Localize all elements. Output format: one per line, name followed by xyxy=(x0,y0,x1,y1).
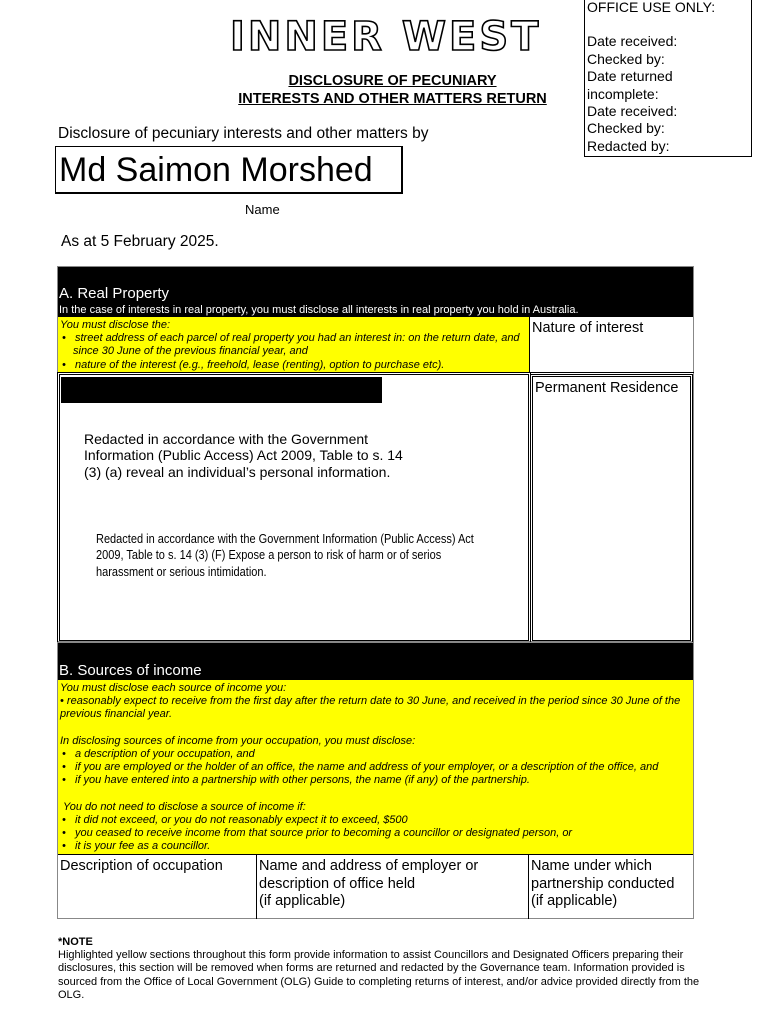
guidance-intro: You must disclose the: xyxy=(60,319,171,331)
office-use-heading: OFFICE USE ONLY: xyxy=(587,0,716,15)
section-real-property xyxy=(57,266,694,642)
office-use-line: Checked by: xyxy=(587,120,665,137)
guidance-bullet: • a description of your occupation, and xyxy=(60,748,691,761)
guidance-intro: In disclosing sources of income from your occupation, you must disclose: xyxy=(60,734,416,747)
column-employer xyxy=(257,855,529,919)
column-label: Name under which xyxy=(531,858,652,874)
office-use-line: Date returned xyxy=(587,68,673,85)
column-label: (if applicable) xyxy=(259,893,346,909)
office-use-line: incomplete: xyxy=(587,85,659,102)
office-use-line: Checked by: xyxy=(587,50,665,67)
section-a-header xyxy=(58,267,693,317)
guidance-bullet: • street address of each parcel of real property you had an interest in: on the return date, and since 30 June of the previous financial year, and xyxy=(60,332,529,358)
form-title xyxy=(210,72,575,108)
column-label: description of office held xyxy=(259,875,416,892)
disclosure-by-label: Disclosure of pecuniary interests and other matters by xyxy=(58,125,429,142)
inner-west-logo xyxy=(228,10,558,56)
name-field[interactable]: Md Saimon Morshed xyxy=(55,146,403,194)
office-use-line: Date received: xyxy=(587,103,678,120)
section-b-guidance xyxy=(58,680,693,855)
column-occupation xyxy=(58,855,257,919)
guidance-bullet: • nature of the interest (e.g., freehold, lease (renting), option to purchase etc). xyxy=(60,359,529,372)
note-heading: *NOTE xyxy=(58,936,93,948)
guidance-bullet: • it is your fee as a councillor. xyxy=(60,840,691,853)
note-body: Highlighted yellow sections throughout this form provide information to assist Councillors and Designated Officers preparing their disclosures, this section will be removed when forms are returned and redacted by the Governance team. Information provided is sourced from the Office of Local Government (OLG) Guide to completing returns of interest, and/or advice provided directly from the OLG. xyxy=(58,949,700,1001)
nature-of-interest-header: Nature of interest xyxy=(530,317,694,373)
guidance-bullet: • if you are employed or the holder of an office, the name and address of your employer, or a description of the office, and xyxy=(60,761,691,774)
form-title-line: DISCLOSURE OF PECUNIARY xyxy=(288,73,497,89)
property-address-cell[interactable] xyxy=(59,374,529,641)
redaction-notice: Redacted in accordance with the Government Information (Public Access) Act 2009, Table to s. 14 (3) (F) Expose a person to risk of harm or of serios harassment or serious intimidation. xyxy=(96,532,474,579)
footer-note xyxy=(58,936,718,1002)
column-label: Name and address of employer or xyxy=(259,858,479,874)
column-label: partnership conducted xyxy=(531,875,675,892)
column-partnership xyxy=(529,855,693,919)
section-sources-of-income xyxy=(57,642,694,919)
office-use-line: Date received: xyxy=(587,33,678,50)
nature-of-interest-value[interactable]: Permanent Residence xyxy=(532,376,691,641)
svg-text:INNER WEST: INNER WEST xyxy=(230,14,542,56)
guidance-bullet: • if you have entered into a partnership with other persons, the name (if any) of the partnership. xyxy=(60,774,691,787)
guidance-bullet: • it did not exceed, or you do not reasonably expect it to exceed, $500 xyxy=(60,814,691,827)
section-b-header xyxy=(58,643,693,680)
as-at-date: As at 5 February 2025. xyxy=(61,233,219,250)
office-use-line: Redacted by: xyxy=(587,137,670,154)
section-a-title: A. Real Property xyxy=(59,285,170,302)
redaction-bar xyxy=(61,377,382,403)
guidance-text: • reasonably expect to receive from the first day after the return date to 30 June, and received in the period since 30 June of the previous financial year. xyxy=(60,695,681,721)
section-a-guidance xyxy=(58,317,530,373)
section-b-title: B. Sources of income xyxy=(59,662,202,679)
guidance-bullet: • you ceased to receive income from that source prior to becoming a councillor or designated person, or xyxy=(60,827,691,840)
redaction-notice: Redacted in accordance with the Government Information (Public Access) Act 2009, Table to s. 14 (3) (a) reveal an individual’s personal information. xyxy=(84,431,403,480)
income-table-header xyxy=(58,855,693,919)
form-title-line: INTERESTS AND OTHER MATTERS RETURN xyxy=(238,91,547,107)
section-a-subtitle: In the case of interests in real property, you must disclose all interests in real property you hold in Australia. xyxy=(59,304,579,316)
name-caption: Name xyxy=(245,202,280,217)
guidance-intro: You must disclose each source of income you: xyxy=(60,682,287,694)
column-label: (if applicable) xyxy=(531,893,618,909)
office-use-box xyxy=(584,0,752,157)
column-label: Description of occupation xyxy=(60,858,223,874)
guidance-intro: You do not need to disclose a source of income if: xyxy=(63,800,306,813)
